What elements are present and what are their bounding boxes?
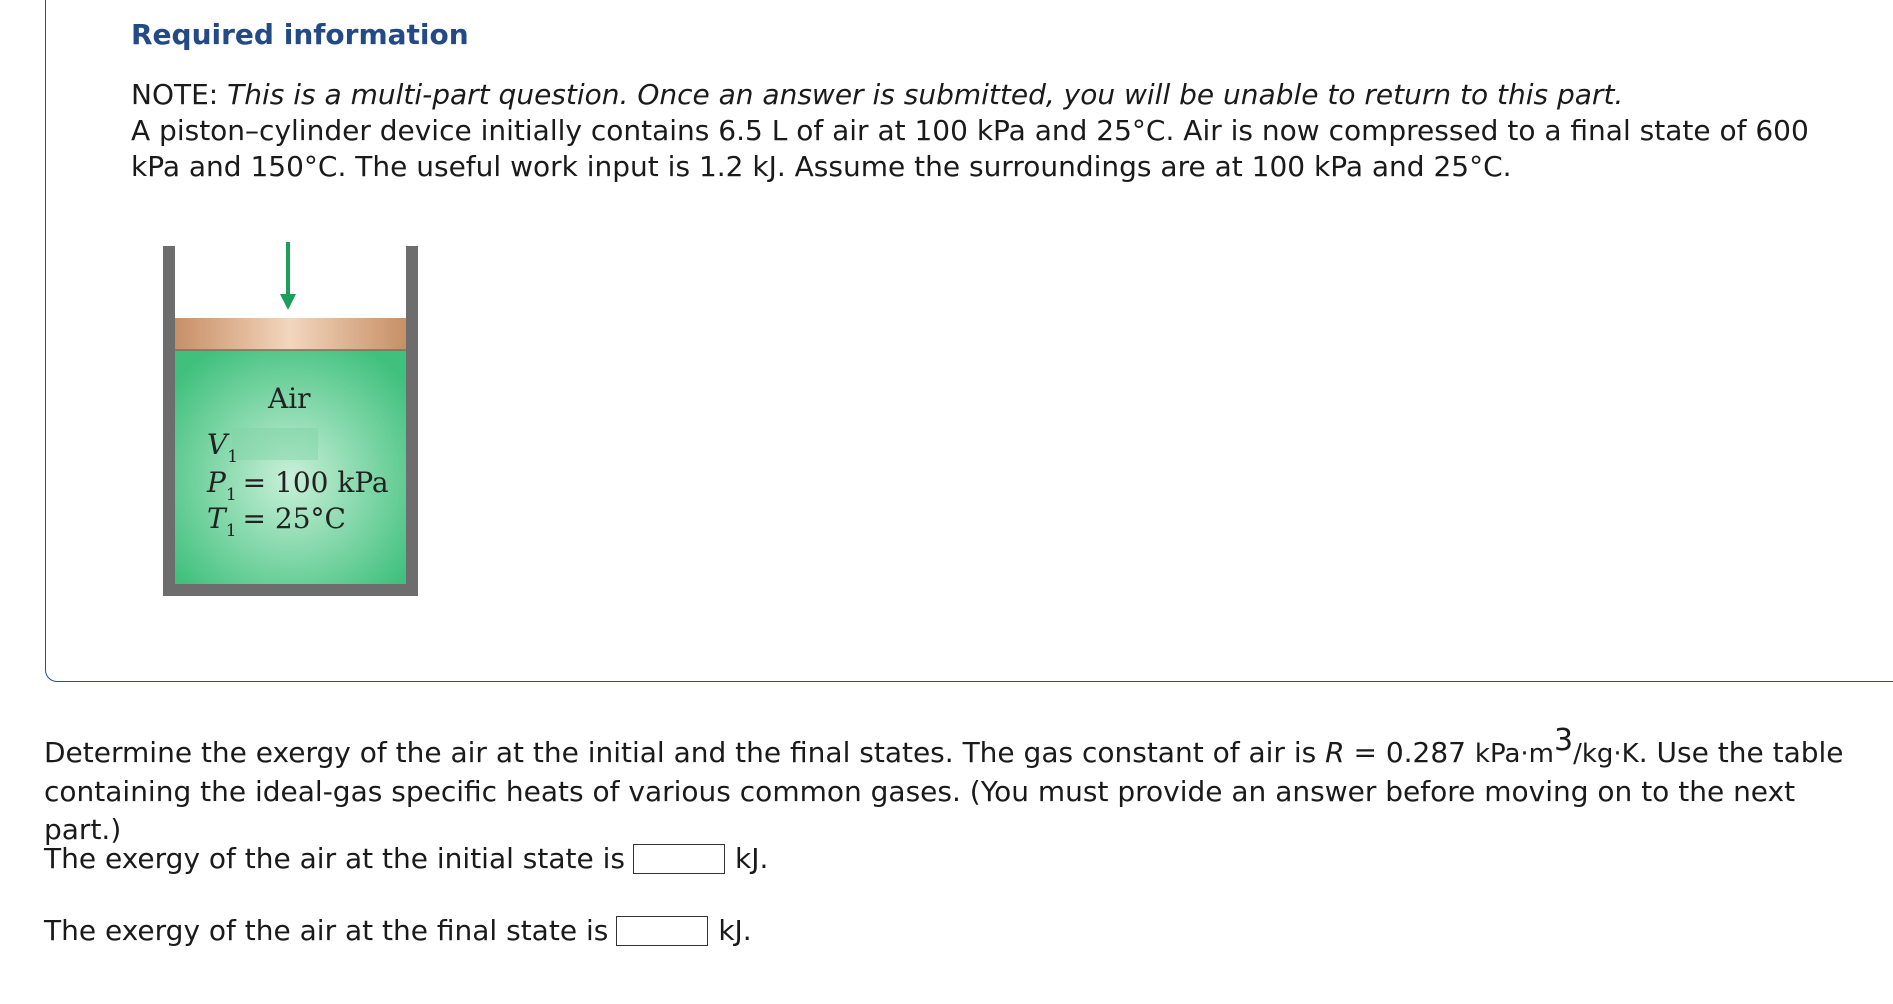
p1-value: = 100 kPa <box>242 466 389 499</box>
t-subscript: 1 <box>225 521 237 541</box>
piston-cylinder-diagram <box>160 242 422 600</box>
note-label: NOTE: <box>131 78 219 111</box>
v1-value-blank <box>232 428 318 460</box>
required-information-title: Required information <box>131 18 469 51</box>
air-label: Air <box>268 382 311 415</box>
compression-arrow-icon <box>280 294 296 310</box>
initial-exergy-unit: kJ. <box>735 842 769 875</box>
cylinder-base <box>163 584 418 596</box>
cylinder-wall-left <box>163 246 175 596</box>
gas-constant-symbol: R <box>1325 736 1345 769</box>
final-exergy-input[interactable] <box>616 916 708 946</box>
initial-exergy-label: The exergy of the air at the initial state is <box>44 842 625 875</box>
note-text: This is a multi-part question. Once an answer is submitted, you will be unable to return to this part. <box>227 78 1624 111</box>
t1-value: = 25°C <box>242 502 346 535</box>
gas-constant-unit-sup: 3 <box>1554 723 1574 758</box>
piston-cylinder-figure <box>160 242 422 600</box>
p-symbol: P <box>207 466 226 499</box>
question-part2: . Use the table containing the ideal-gas specific heats of various common gases. (You must provide an answer before moving on to the next part.) <box>44 736 1844 846</box>
p-subscript: 1 <box>225 485 237 505</box>
question-part1: Determine the exergy of the air at the initial and the final states. The gas constant of air is <box>44 736 1326 769</box>
gas-constant-unit-b: /kg·K <box>1573 739 1639 769</box>
final-exergy-unit: kJ. <box>718 914 752 947</box>
note-line <box>131 77 1623 113</box>
problem-statement: A piston–cylinder device initially contains 6.5 L of air at 100 kPa and 25°C. Air is now compressed to a final state of 600 kPa and 150°C. The useful work input is 1.2 kJ. Assume the surroundings are at 100 kPa and 25°C. <box>131 114 1809 183</box>
question-text <box>44 723 1874 849</box>
gas-constant-equals: = 0.287 <box>1344 736 1475 769</box>
gas-constant-unit-a: kPa·m <box>1474 739 1554 769</box>
v-subscript: 1 <box>227 447 239 467</box>
final-exergy-label: The exergy of the air at the final state is <box>44 914 609 947</box>
answer-row-initial <box>44 842 768 875</box>
piston <box>175 318 406 350</box>
cylinder-wall-right <box>406 246 418 596</box>
initial-exergy-input[interactable] <box>633 844 725 874</box>
t-symbol: T <box>207 502 226 535</box>
answer-row-final <box>44 914 752 947</box>
v-symbol: V <box>207 428 228 461</box>
